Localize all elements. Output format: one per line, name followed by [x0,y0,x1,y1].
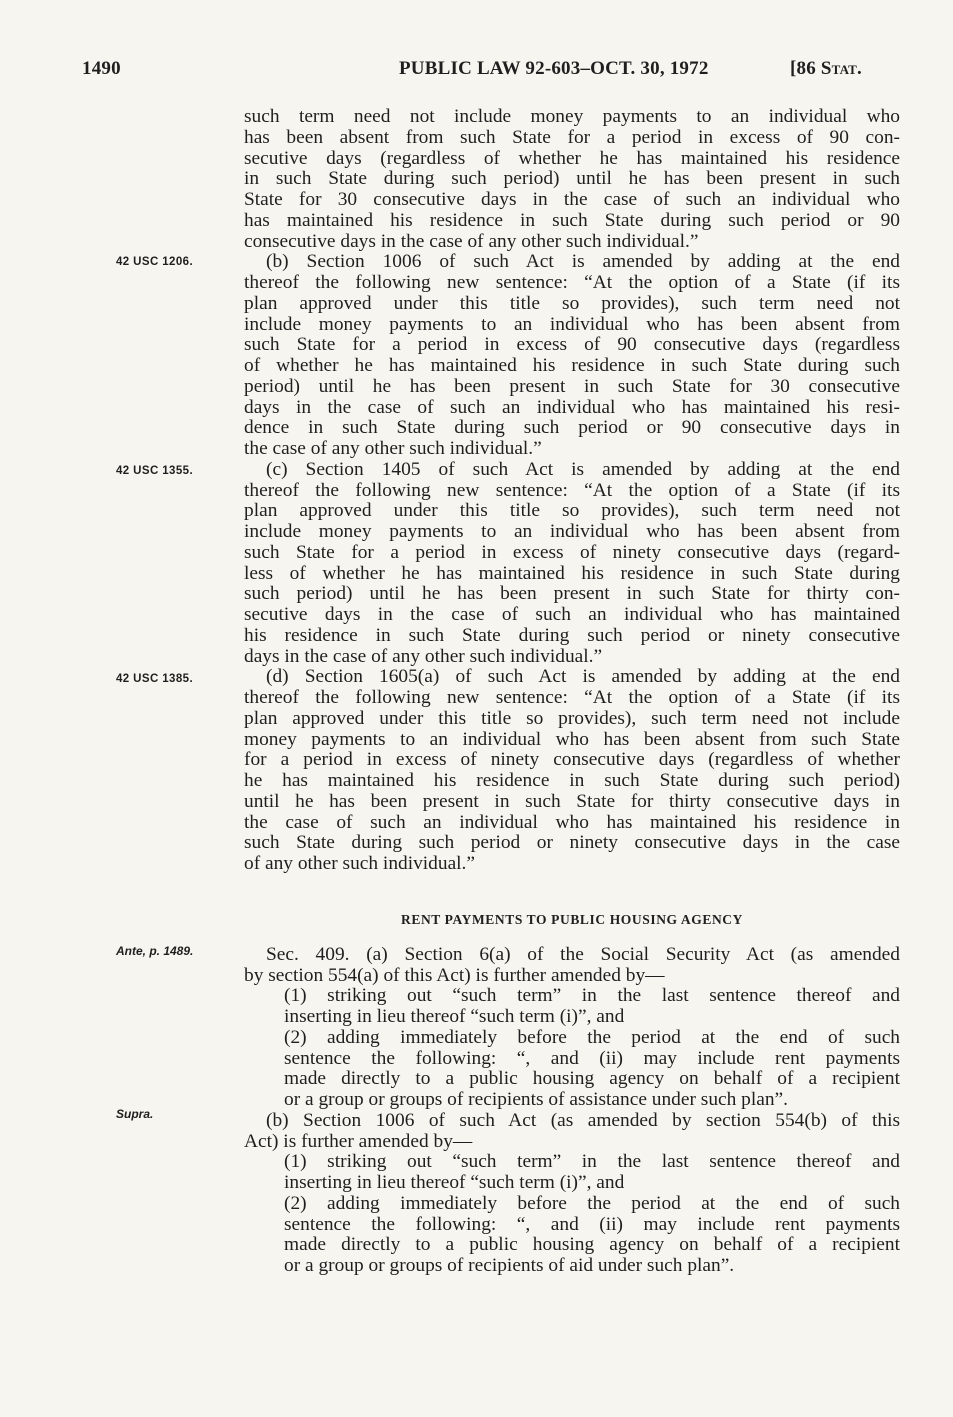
text-line: inserting in lieu thereof “such term (i)”, and [284,1173,625,1193]
margin-note-usc-1385: 42 USC 1385. [116,673,194,685]
text-line: money payments to an individual who has been absent from such State [244,729,900,750]
spacer [244,933,900,945]
statute-volume [790,58,862,80]
text-line: such period) until he has been present in such State for thirty con- [244,584,900,605]
text-line: made directly to a public housing agency on behalf of a recipient [284,1069,900,1090]
text-line: has maintained his residence in such State during such period or 90 [244,210,900,231]
text-line: or a group or groups of recipients of assistance under such plan”. [284,1090,789,1110]
text-line: has been absent from such State for a period in excess of 90 con- [244,127,900,148]
text-line: the case of such an individual who has maintained his residence in [244,812,900,833]
text-line: State for 30 consecutive days in the case of such an individual who [244,190,900,210]
text-line: his residence in such State during such period or ninety consecutive [244,625,900,646]
text-line: thereof the following new sentence: “At the option of a State (if its [244,273,900,293]
text-line: the case of any other such individual.” [244,439,542,459]
text-line: by section 554(a) of this Act) is further amended by— [244,965,665,986]
text-line: made directly to a public housing agency on behalf of a recipient [284,1235,900,1256]
text-line: thereof the following new sentence: “At the option of a State (if its [244,480,900,501]
text-line: he has maintained his residence in such State during such period) [244,771,900,791]
running-title: PUBLIC LAW 92-603–OCT. 30, 1972 [399,58,709,79]
text-line: such term need not include money payments to an individual who [244,107,900,127]
page-number: 1490 [82,58,121,79]
text-line: dence in such State during such period or 90 consecutive days in [244,418,900,439]
text-line: (b) Section 1006 of such Act is amended by adding at the end [266,252,900,273]
text-line: include money payments to an individual who has been absent from [244,522,900,542]
text-line: of whether he has maintained his residence in such State during such [244,356,900,376]
margin-note-supra: Supra. [116,1107,154,1121]
text-line: period) until he has been present in such State for 30 consecutive [244,376,900,397]
text-line: inserting in lieu thereof “such term (i)”, and [284,1007,625,1027]
text-line: plan approved under this title so provides), such term need not [244,501,900,522]
text-line: until he has been present in such State for thirty consecutive days in [244,791,900,812]
text-line: (2) adding immediately before the period at the end of such [284,1027,900,1048]
text-line: (d) Section 1605(a) of such Act is amended by adding at the end [266,667,900,688]
text-line: plan approved under this title so provides), such term need not include [244,708,900,729]
text-line: (c) Section 1405 of such Act is amended by adding at the end [266,459,900,480]
text-line: sentence the following: “, and (ii) may include rent payments [284,1214,900,1235]
text-line: less of whether he has maintained his residence in such State during [244,563,900,584]
spacer [244,875,900,907]
statute-prefix: [86 [790,58,821,79]
text-line: of any other such individual.” [244,854,476,874]
text-line: in such State during such period) until he has been present in such [244,169,900,190]
text-line: or a group or groups of recipients of aid under such plan”. [284,1256,735,1276]
text-line: days in the case of such an individual who has maintained his resi- [244,397,900,418]
text-line: (1) striking out “such term” in the last sentence thereof and [284,1152,900,1173]
statute-word: Stat. [820,58,863,79]
text-line: (1) striking out “such term” in the last sentence thereof and [284,986,900,1007]
margin-note-ante: Ante, p. 1489. [116,944,194,958]
text-line: thereof the following new sentence: “At the option of a State (if its [244,688,900,708]
text-line: Act) is further amended by— [244,1131,473,1152]
body-text [244,107,900,1277]
text-line: such State for a period in excess of 90 consecutive days (regardless [244,335,900,356]
text-line: (2) adding immediately before the period at the end of such [284,1193,900,1214]
margin-note-usc-1206: 42 USC 1206. [116,256,194,268]
text-line: days in the case of any other such individual.” [244,646,603,667]
text-line: sentence the following: “, and (ii) may include rent payments [284,1048,900,1069]
text-line: (b) Section 1006 of such Act (as amended by section 554(b) of this [266,1110,900,1131]
margin-note-usc-1355: 42 USC 1355. [116,465,194,477]
text-line: include money payments to an individual who has been absent from [244,314,900,335]
text-line: for a period in excess of ninety consecutive days (regardless of whether [244,750,900,771]
text-line: plan approved under this title so provides), such term need not [244,293,900,314]
section-heading: RENT PAYMENTS TO PUBLIC HOUSING AGENCY [401,911,743,927]
text-line: such State during such period or ninety consecutive days in the case [244,833,900,854]
text-line: secutive days in the case of such an individual who has maintained [244,605,900,625]
text-line: consecutive days in the case of any other such individual.” [244,231,699,252]
text-line: Sec. 409. (a) Section 6(a) of the Social Security Act (as amended [266,944,900,965]
text-line: such State for a period in excess of ninety consecutive days (regard- [244,542,900,563]
text-line: secutive days (regardless of whether he has maintained his residence [244,148,900,169]
